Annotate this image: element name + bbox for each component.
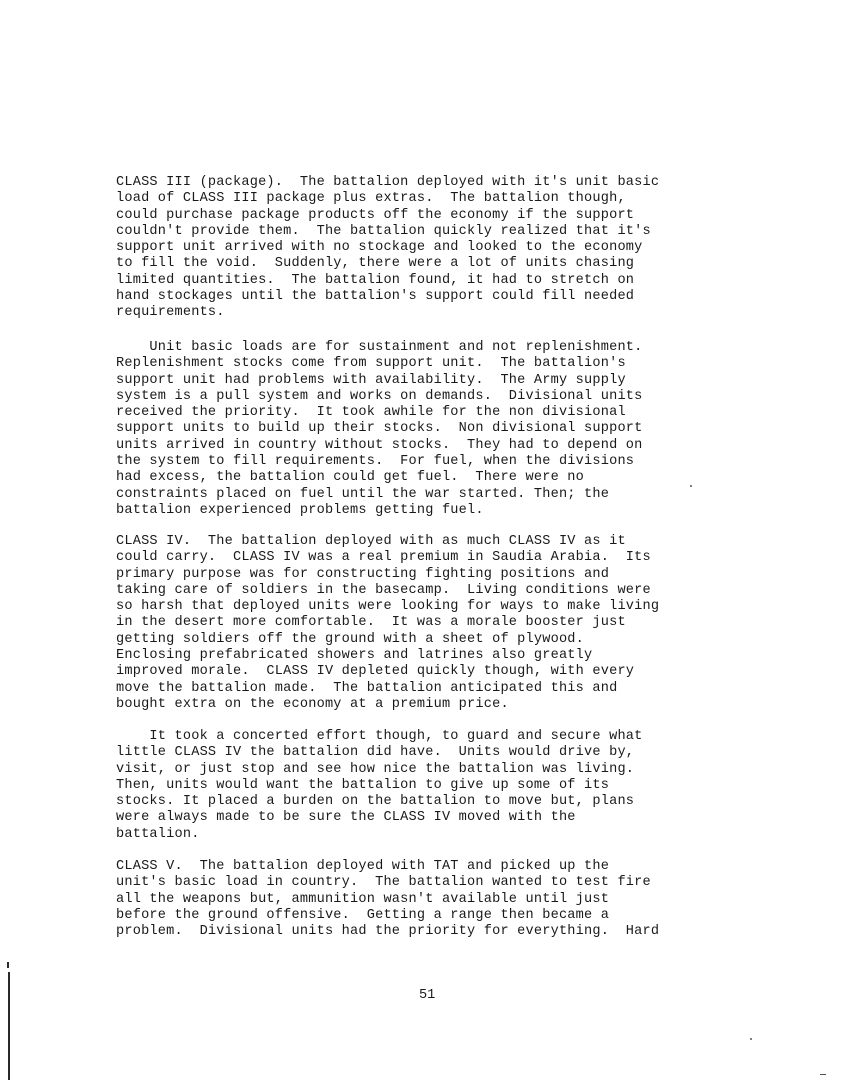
text-line: visit, or just stop and see how nice the battalion was living. bbox=[116, 761, 635, 777]
paragraph-class-iv bbox=[116, 534, 776, 713]
text-line: problem. Divisional units had the priority for everything. Hard bbox=[116, 924, 660, 940]
scan-artifact-edge-line bbox=[8, 972, 10, 1080]
text-line: system is a pull system and works on demands. Divisional units bbox=[116, 388, 643, 404]
text-line: load of CLASS III package plus extras. The battalion though, bbox=[116, 191, 626, 207]
text-line: bought extra on the economy at a premium price. bbox=[116, 696, 509, 712]
text-line: Replenishment stocks come from support unit. The battalion's bbox=[116, 356, 626, 372]
text-line: battalion. bbox=[116, 826, 200, 842]
text-line: to fill the void. Suddenly, there were a lot of units chasing bbox=[116, 256, 635, 272]
text-line: support unit arrived with no stockage and looked to the economy bbox=[116, 240, 643, 256]
text-line: getting soldiers off the ground with a sheet of plywood. bbox=[116, 631, 585, 647]
page-number: 51 bbox=[419, 988, 436, 1003]
text-line: so harsh that deployed units were looking for ways to make living bbox=[116, 599, 660, 615]
text-line: limited quantities. The battalion found, it had to stretch on bbox=[116, 272, 635, 288]
paragraph-class-v bbox=[116, 859, 776, 940]
text-line: little CLASS IV the battalion did have. Units would drive by, bbox=[116, 745, 635, 761]
text-line: CLASS V. The battalion deployed with TAT and picked up the bbox=[116, 859, 610, 874]
text-line: It took a concerted effort though, to guard and secure what bbox=[116, 729, 643, 744]
text-line: unit's basic load in country. The battalion wanted to test fire bbox=[116, 875, 651, 891]
scan-artifact-mark bbox=[820, 1074, 826, 1075]
text-line: all the weapons but, ammunition wasn't available until just bbox=[116, 891, 610, 907]
text-line: were always made to be sure the CLASS IV moved with the bbox=[116, 810, 576, 826]
text-line: taking care of soldiers in the basecamp. Living conditions were bbox=[116, 582, 651, 598]
text-line: the system to fill requirements. For fuel, when the divisions bbox=[116, 454, 635, 470]
paragraph-class-iii bbox=[116, 175, 776, 322]
text-line: primary purpose was for constructing fighting positions and bbox=[116, 566, 610, 582]
text-line: units arrived in country without stocks. They had to depend on bbox=[116, 437, 643, 453]
text-line: hand stockages until the battalion's support could fill needed bbox=[116, 289, 635, 305]
text-line: Then, units would want the battalion to give up some of its bbox=[116, 777, 610, 793]
paragraph-class-iv-security bbox=[116, 729, 776, 843]
text-line: couldn't provide them. The battalion quickly realized that it's bbox=[116, 223, 651, 239]
text-line: could carry. CLASS IV was a real premium in Saudia Arabia. Its bbox=[116, 550, 651, 566]
text-line: improved morale. CLASS IV depleted quickly though, with every bbox=[116, 664, 635, 680]
text-line: received the priority. It took awhile for the non divisional bbox=[116, 405, 626, 421]
text-line: battalion experienced problems getting fuel. bbox=[116, 502, 484, 518]
text-line: before the ground offensive. Getting a range then became a bbox=[116, 907, 610, 923]
text-line: CLASS IV. The battalion deployed with as much CLASS IV as it bbox=[116, 534, 626, 549]
scan-artifact-dot bbox=[750, 1038, 752, 1040]
text-line: constraints placed on fuel until the war started. Then; the bbox=[116, 486, 610, 502]
text-line: Enclosing prefabricated showers and latrines also greatly bbox=[116, 648, 593, 664]
text-line: CLASS III (package). The battalion deployed with it's unit basic bbox=[116, 175, 660, 190]
text-line: support units to build up their stocks. Non divisional support bbox=[116, 421, 643, 437]
text-line: move the battalion made. The battalion anticipated this and bbox=[116, 680, 618, 696]
text-line: support unit had problems with availability. The Army supply bbox=[116, 372, 626, 388]
text-line: requirements. bbox=[116, 305, 225, 321]
text-line: could purchase package products off the economy if the support bbox=[116, 207, 635, 223]
scan-artifact-dot bbox=[690, 485, 692, 487]
text-line: had excess, the battalion could get fuel. There were no bbox=[116, 470, 585, 486]
text-line: in the desert more comfortable. It was a morale booster just bbox=[116, 615, 626, 631]
text-line: stocks. It placed a burden on the battalion to move but, plans bbox=[116, 794, 635, 810]
scan-artifact-mark bbox=[7, 962, 9, 968]
text-line: Unit basic loads are for sustainment and not replenishment. bbox=[116, 340, 643, 355]
paragraph-basic-loads bbox=[116, 340, 776, 519]
